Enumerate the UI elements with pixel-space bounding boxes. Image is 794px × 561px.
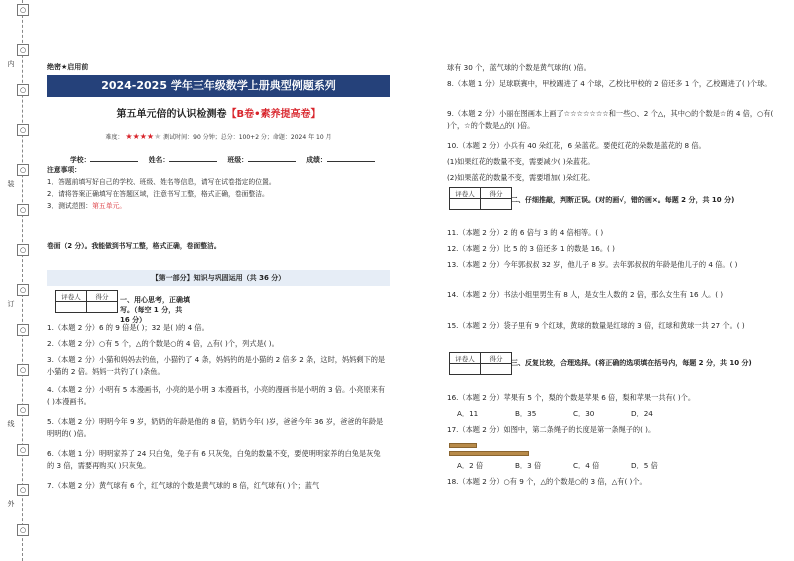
binding-hole: ○ [17,44,29,56]
name-label: 姓名： [148,156,170,164]
unit-title-text: 第五单元倍的认识检测卷 [116,109,227,120]
question-3: 3.（本题 2 分）小猫和妈妈去钓鱼，小猫钓了 4 条，妈妈钓的是小猫的 2 倍多 2 条，这时，妈妈剩下的是小猫的 2 倍。妈妈一共钓了( )条鱼。 [47,355,386,376]
series-title: 2024-2025 学年三年级数学上册典型例题系列 [47,75,390,97]
binding-hole: ○ [17,364,29,376]
binding-hole: ○ [17,244,29,256]
grader-header: 评卷人 [56,291,87,302]
question-13: 13.（本题 2 分）今年郭叔叔 32 岁，他儿子 8 岁。去年郭叔叔的年龄是他儿子的 4 倍。( ) [447,260,738,269]
unit-title [47,105,390,120]
binding-hole: ○ [17,284,29,296]
notes-heading: 注意事项： [47,166,81,174]
score-header: 得分 [481,188,512,199]
question-16: 16.（本题 2 分）苹果有 5 个，梨的个数是苹果 6 倍，梨和苹果一共有( )个。 [447,393,696,402]
secret-label: 绝密★启用前 [47,63,89,71]
grader-cell[interactable] [450,364,481,375]
option-b[interactable]: B．3 倍 [515,461,542,470]
question-1: 1.（本题 2 分）6 的 9 倍是( )；32 是( )的 4 倍。 [47,323,209,332]
option-d[interactable]: D．24 [631,409,653,418]
difficulty-label: 难度： [105,134,124,141]
question-9: 9.（本题 2 分）小丽在图画本上画了☆☆☆☆☆☆☆和一些○、2 个△，其中○的个数是☆的 4 倍，○有( )个，☆的个数是△的( )倍。 [447,109,774,130]
grader-header: 评卷人 [450,353,481,364]
score-cell[interactable] [481,199,512,210]
binding-label: 订 [7,300,15,307]
score-header: 得分 [481,353,512,364]
test-range: 第五单元。 [92,201,127,210]
student-info-line [70,154,390,164]
binding-hole: ○ [17,324,29,336]
question-8: 8.（本题 1 分）足球联赛中，甲校踢进了 4 个球，乙校比甲校的 2 倍还多 1 个，乙校踢进了( )个球。 [447,79,772,88]
score-cell[interactable] [481,364,512,375]
exam-meta [47,132,390,141]
school-field[interactable] [90,161,138,162]
binding-hole: ○ [17,444,29,456]
option-c[interactable]: C．4 倍 [573,461,600,470]
note-item: 1．答题前填写好自己的学校、班级、姓名等信息，请写在试卷指定的位置。 [47,177,276,186]
class-field[interactable] [248,161,296,162]
option-c[interactable]: C．30 [573,409,595,418]
question-6: 6.（本题 1 分）明明家养了 24 只白兔，兔子有 6 只灰兔，白兔的数量不变，要使明明家养的白兔是灰兔的 3 倍，需要再购买( )只灰兔。 [47,449,381,470]
score-cell[interactable] [87,302,118,313]
question-4: 4.（本题 2 分）小明有 5 本漫画书，小亮的是小明 3 本漫画书，小亮的漫画书是小明的 3 倍。小亮原来有( )本漫画书。 [47,385,386,406]
grader-header: 评卷人 [450,188,481,199]
binding-hole: ○ [17,124,29,136]
question-16-options [457,408,777,420]
binding-hole: ○ [17,4,29,16]
option-a[interactable]: A．11 [457,409,479,418]
class-label: 班级： [227,156,248,164]
question-17: 17.（本题 2 分）如图中，第二条绳子的长度是第一条绳子的( )。 [447,425,656,434]
notes-block [47,165,390,213]
option-a[interactable]: A．2 倍 [457,461,484,470]
school-label: 学校： [70,156,91,164]
unit-tag: 【B卷•素养提高卷】 [226,109,321,120]
rope-second [449,451,529,456]
question-17-options [457,460,777,472]
question-11: 11.（本题 2 分）2 的 6 倍与 3 的 4 倍相等。( ) [447,228,604,237]
binding-hole: ○ [17,164,29,176]
question-10: 10.（本题 2 分）小兵有 40 朵红花，6 朵蓝花。要使红花的朵数是蓝花的 8 倍。 [447,141,706,150]
binding-label: 外 [7,500,15,507]
exam-meta-text: 测试时间：90 分钟；总分：100+2 分；命题：2024 年 10 月 [163,134,332,141]
part1-header: 【第一部分】知识与巩固运用（共 36 分） [47,270,390,286]
binding-label: 线 [7,420,15,427]
binding-hole: ○ [17,84,29,96]
question-18: 18.（本题 2 分）○有 9 个，△的个数是○的 3 倍，△有( )个。 [447,477,647,486]
binding-label: 装 [7,180,15,187]
question-12: 12.（本题 2 分）比 5 的 3 倍还多 1 的数是 16。( ) [447,244,615,253]
score-header: 得分 [87,291,118,302]
score-box [449,187,512,210]
section1-title: 一、用心思考，正确填写。（每空 1 分，共 16 分） [120,296,190,325]
rope-figure [449,440,527,454]
rope-first [449,443,477,448]
note-item-text: 3．测试范围： [47,201,93,210]
star-icon: ★ [139,132,147,141]
question-5: 5.（本题 2 分）明明今年 9 岁，奶奶的年龄是他的 8 倍，奶奶今年( )岁，爸爸今年 36 岁，爸爸的年龄是明明的( )倍。 [47,417,384,438]
grader-cell[interactable] [450,199,481,210]
question-7-cont: 球有 30 个，蓝气球的个数是黄气球的( )倍。 [447,63,591,72]
neatness-note: 卷面（2 分）。我能做到书写工整，格式正确，卷面整洁。 [47,242,221,250]
question-7: 7.（本题 2 分）黄气球有 6 个，红气球的个数是黄气球的 8 倍，红气球有( )个；蓝气 [47,481,320,490]
question-2: 2.（本题 2 分）○有 5 个，△的个数是○的 4 倍，△有( )个，列式是( )。 [47,339,279,348]
note-item [47,201,390,213]
question-15: 15.（本题 2 分）袋子里有 9 个红球，黄球的数量是红球的 3 倍，红球和黄球一共 27 个。( ) [447,321,745,330]
name-field[interactable] [169,161,217,162]
binding-hole: ○ [17,484,29,496]
question-14: 14.（本题 2 分）书法小组里男生有 8 人，是女生人数的 2 倍，那么女生有 16 人。( ) [447,290,724,299]
option-b[interactable]: B．35 [515,409,537,418]
binding-hole: ○ [17,524,29,536]
score-box [55,290,118,313]
grade-label: 成绩： [306,156,327,164]
section2-title: 二、仔细推敲，判断正误。(对的画√，错的画×。每题 2 分，共 10 分) [511,196,735,204]
option-d[interactable]: D．5 倍 [631,461,658,470]
binding-hole: ○ [17,404,29,416]
question-10-1: (1)如果红花的数量不变，需要减少( )朵蓝花。 [447,157,595,166]
grade-field[interactable] [327,161,375,162]
note-item: 2．请将答案正确填写在答题区域，注意书写工整，格式正确，卷面整洁。 [47,189,269,198]
score-box [449,352,512,375]
question-10-2: (2)如果蓝花的数量不变，需要增加( )朵红花。 [447,173,595,182]
binding-label: 内 [7,60,15,67]
binding-strip [6,0,28,561]
star-icon: ★ [146,132,155,141]
section3-title: 三、反复比较，合理选择。(将正确的选项填在括号内，每题 2 分，共 10 分) [511,359,752,367]
star-icon: ★ [154,132,162,141]
grader-cell[interactable] [56,302,87,313]
star-icon: ★ [125,132,133,141]
star-icon: ★ [132,132,140,141]
binding-hole: ○ [17,204,29,216]
